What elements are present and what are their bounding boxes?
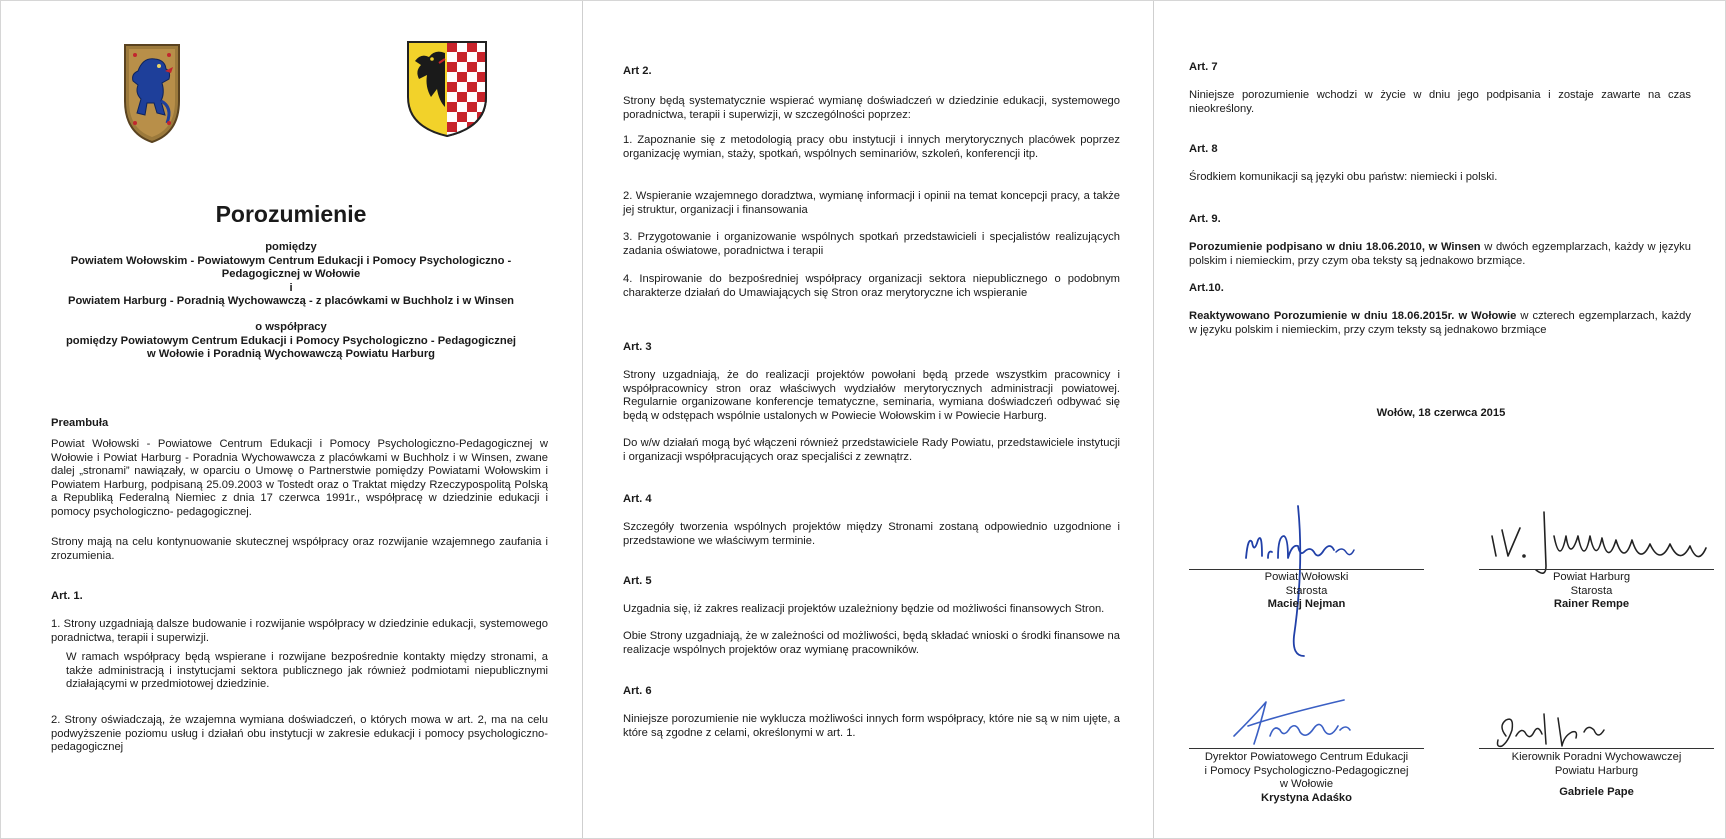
signatory-3-name: Krystyna Adaśko [1261,791,1352,804]
subject-line-3: w Wołowie i Poradnią Wychowawczą Powiatu Harburg [146,348,436,361]
signature-line [1479,748,1714,749]
art4-heading: Art. 4 [623,493,652,505]
subject-block [41,321,541,362]
art5-paragraph-2: Obie Strony uzgadniają, że w zależności od możliwości, będą składać wnioski o środki finansowe na realizacje wspólnych projektów oraz wymianę pracowników. [623,630,1120,656]
signatory-2-block [1484,571,1699,612]
art7-paragraph: Niniejsze porozumienie wchodzi w życie w dniu jego podpisania i zostaje zawarte na czas nieokreślony. [1189,89,1691,115]
preamble-heading: Preambuła [51,417,109,429]
page-1 [1,1,581,838]
preamble-paragraph-1: Powiat Wołowski - Powiatowe Centrum Edukacji i Pomocy Psychologiczno-Pedagogicznej w Wołowie i Powiat Harburg - Poradnia Wychowawcza z placówkami w Buchholz i w Winsen, zwane dalej „stronami” nawiązały, w oparciu o Umowę o Partnerstwie pomiędzy Powiatami Wołowskim i Powiatem Harburg, podpisaną 25.09.2003 w Tostedt oraz o Traktat między Rzeczypospolitą Polską a Republiką Federalną Niemiec z dnia 17 czerwca 1991r., współpracę w dziedzinie edukacji i pomocy psychologiczno- pedagogicznej. [51,438,548,518]
wolow-lion-crest-icon [121,41,183,145]
parties-block [61,241,521,309]
art2-item: 4. Inspirowanie do bezpośredniej współpracy organizacji sektora niepublicznego o podobnym charakterze działań do Umawiających się Stron oraz merytoryczne ich wspieranie [623,273,1120,299]
art5-paragraph-1: Uzgadnia się, iż zakres realizacji projektów uzależniony będzie od możliwości finansowych Stron. [623,603,1105,615]
signatory-4-office-cont: Powiatu Harburg [1554,764,1639,777]
art3-heading: Art. 3 [623,341,652,353]
art10-reactivation-info: Reaktywowano Porozumienie w dniu 18.06.2015r. w Wołowie [1189,310,1517,322]
signatory-2-title: Starosta [1570,584,1613,597]
art9-signing-info: Porozumienie podpisano w dniu 18.06.2010, w Winsen [1189,241,1481,253]
signatory-3-location: w Wołowie [1279,778,1334,791]
signatory-4-name: Gabriele Pape [1559,786,1634,799]
party-2: Powiatem Harburg - Poradnią Wychowawczą - z placówkami w Buchholz i w Winsen [67,295,515,308]
signature-line [1189,569,1424,570]
art2-intro: Strony będą systematycznie wspierać wymianę doświadczeń w dziedzinie edukacji, systemowego poradnictwa, terapii i superwizji, w szczególności poprzez: [623,95,1120,121]
signatory-1-block [1199,571,1414,612]
art9-heading: Art. 9. [1189,213,1221,225]
art8-heading: Art. 8 [1189,143,1218,155]
page-title: Porozumienie [215,201,367,227]
art5-heading: Art. 5 [623,575,652,587]
art3-paragraph-1: Strony uzgadniają, że do realizacji projektów powołani będą przede wszystkim pracownicy i współpracownicy stron oraz właściwych wydziałów merytorycznych administracji powiatowej. Regularnie organizowane konferencje tematyczne, seminaria, wymiana doświadczeń odbywać się będą w odstępach wspólnie ustalonych w Powiecie Wołowskim i w Powiecie Harburg. [623,369,1120,422]
art10-remainder: w czterech egzemplarzach, każdy w języku polskim i niemieckim, przy czym teksty są jednakowo brzmiące [1189,310,1691,336]
art1-heading: Art. 1. [51,590,83,602]
signatory-2-name: Rainer Rempe [1553,598,1630,611]
art3-paragraph-2: Do w/w działań mogą być włączeni również przedstawiciele Rady Powiatu, przedstawiciele instytucji i organizacji współpracujących oraz specjaliści z zewnątrz. [623,437,1120,463]
art1-item-2: 2. Strony oświadczają, że wzajemna wymiana doświadczeń, o których mowa w art. 2, ma na celu podwyższenie poziomu usług i działań obu instytucji w zakresie edukacji i pomocy psychologiczno-pedagogicznej [51,714,548,754]
art9-remainder: w dwóch egzemplarzach, każdy w języku polskim i niemieckim, przy czym oba teksty są jednakowo brzmiące. [1189,241,1691,267]
signatory-3-block [1179,751,1434,805]
art4-paragraph: Szczegóły tworzenia wspólnych projektów między Stronami zostaną odpowiednio uzgodnione i przedstawione we właściwym terminie. [623,521,1120,547]
signature-krystyna-adasko [1214,696,1414,752]
and-word: i [289,281,293,294]
signatory-1-title: Starosta [1285,584,1328,597]
between-word: pomiędzy [265,241,317,253]
signatory-3-office-cont: i Pomocy Psychologiczno-Pedagogicznej [1204,764,1409,777]
art6-paragraph: Niniejsze porozumienie nie wyklucza możliwości innych form współpracy, które nie są w nim ujęte, a które są zgodne z celami, określonymi w art. 1. [623,713,1120,739]
art8-paragraph: Środkiem komunikacji są języki obu państw: niemiecki i polski. [1189,171,1498,183]
party-1: Powiatem Wołowskim - Powiatowym Centrum Edukacji i Pomocy Psychologiczno - Pedagogicznej w Wołowie [70,254,512,281]
page-3 [1153,1,1726,838]
art2-heading: Art 2. [623,65,652,77]
signature-line [1189,748,1424,749]
art2-item: 3. Przygotowanie i organizowanie wspólnych spotkań przedstawicieli i specjalistów realizujących zadania oświatowe, poradnictwa i terapii [623,231,1120,257]
signatory-1-office: Powiat Wołowski [1264,571,1349,583]
signatory-2-office: Powiat Harburg [1552,571,1631,583]
page-2 [582,1,1152,838]
art10-heading: Art.10. [1189,282,1224,294]
signature-line [1479,569,1714,570]
art9-paragraph [1189,241,1691,268]
signatory-1-name: Maciej Nejman [1267,598,1346,611]
subject-line-1: o współpracy [255,321,327,333]
signatory-4-office: Kierownik Poradni Wychowawczej [1511,751,1682,763]
art2-item: 2. Wspieranie wzajemnego doradztwa, wymianę informacji i opinii na temat koncepcji pracy, a także jej struktur, organizacji i finansowania [623,190,1120,216]
art7-heading: Art. 7 [1189,61,1218,73]
harburg-eagle-checkered-crest-icon [405,39,489,139]
art1-item-1: 1. Strony uzgadniają dalsze budowanie i rozwijanie współpracy w dziedzinie edukacji, systemowego poradnictwa, terapii i superwizji. [51,618,548,644]
place-and-date: Wołów, 18 czerwca 2015 [1376,407,1506,419]
signatory-4-block [1474,751,1719,800]
art2-item: 1. Zapoznanie się z metodologią pracy obu instytucji i innych merytorycznych placówek poprzez organizację wymian, staży, spotkań, wspólnych seminariów, szkoleń, konferencji itp. [623,134,1120,160]
art10-paragraph [1189,310,1691,337]
art1-item-1-detail: W ramach współpracy będą wspierane i rozwijane bezpośrednie kontakty między stronami, a także administracją i instytucjami sektora publicznego jak również podmiotami niepublicznymi działającymi w przedmiotowej dziedzinie. [66,651,548,691]
preamble-paragraph-2: Strony mają na celu kontynuowanie skutecznej współpracy oraz rozwijanie wzajemnego zaufania i zrozumienia. [51,536,548,562]
art6-heading: Art. 6 [623,685,652,697]
subject-line-2: pomiędzy Powiatowym Centrum Edukacji i Pomocy Psychologiczno - Pedagogicznej [65,334,517,347]
signatory-3-office: Dyrektor Powiatowego Centrum Edukacji [1204,751,1409,763]
